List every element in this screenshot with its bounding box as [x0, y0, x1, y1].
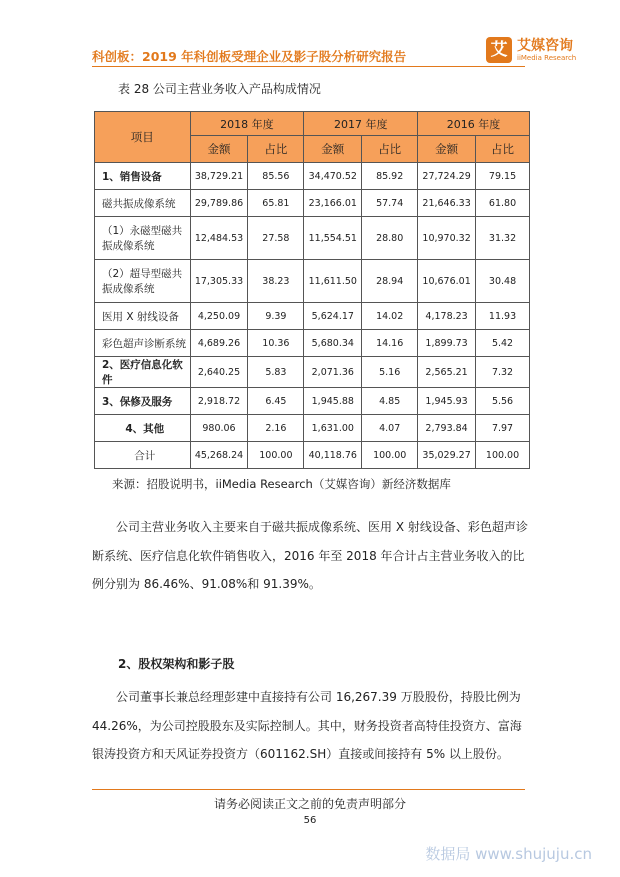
cell-value: 2,565.21 [418, 357, 476, 388]
cell-value: 21,646.33 [418, 190, 476, 217]
cell-value: 100.00 [362, 442, 418, 469]
cell-value: 4,250.09 [190, 303, 248, 330]
cell-value: 27,724.29 [418, 163, 476, 190]
cell-value: 34,470.52 [304, 163, 362, 190]
cell-value: 2,918.72 [190, 388, 248, 415]
cell-value: 61.80 [476, 190, 530, 217]
table-row [95, 388, 530, 415]
cell-value: 2,640.25 [190, 357, 248, 388]
cell-value: 11,611.50 [304, 260, 362, 303]
cell-value: 100.00 [248, 442, 304, 469]
cell-value: 5,680.34 [304, 330, 362, 357]
cell-value: 35,029.27 [418, 442, 476, 469]
report-header-title: 科创板：2019 年科创板受理企业及影子股分析研究报告 [92, 49, 407, 64]
table-row [95, 357, 530, 388]
cell-value: 11.93 [476, 303, 530, 330]
header-amount: 金额 [418, 136, 476, 163]
header-share: 占比 [476, 136, 530, 163]
footer-divider [92, 789, 525, 790]
cell-value: 57.74 [362, 190, 418, 217]
cell-value: 1,899.73 [418, 330, 476, 357]
table-row [95, 217, 530, 260]
table-row [95, 260, 530, 303]
cell-value: 45,268.24 [190, 442, 248, 469]
cell-value: 85.56 [248, 163, 304, 190]
cell-value: 85.92 [362, 163, 418, 190]
cell-value: 2,793.84 [418, 415, 476, 442]
cell-value: 23,166.01 [304, 190, 362, 217]
cell-value: 14.16 [362, 330, 418, 357]
row-label: 1、销售设备 [95, 163, 191, 190]
header-item: 项目 [95, 112, 191, 163]
revenue-composition-table [94, 111, 530, 469]
cell-value: 9.39 [248, 303, 304, 330]
logo-cn-text: 艾媒咨询 [517, 37, 573, 54]
header-amount: 金额 [190, 136, 248, 163]
cell-value: 38.23 [248, 260, 304, 303]
cell-value: 1,945.88 [304, 388, 362, 415]
cell-value: 28.80 [362, 217, 418, 260]
page-number: 56 [303, 815, 317, 826]
paragraph-revenue-summary: 公司主营业务收入主要来自于磁共振成像系统、医用 X 射线设备、彩色超声诊断系统、医疗信息化软件销售收入，2016 年至 2018 年合计占主营业务收入的比例分别为 86.46%、91.08%和 91.39%。 [92, 520, 528, 591]
cell-value: 17,305.33 [190, 260, 248, 303]
table-row-total [95, 442, 530, 469]
cell-value: 2,071.36 [304, 357, 362, 388]
cell-value: 2.16 [248, 415, 304, 442]
cell-value: 12,484.53 [190, 217, 248, 260]
cell-value: 10,676.01 [418, 260, 476, 303]
row-label: 磁共振成像系统 [95, 190, 191, 217]
cell-value: 4.85 [362, 388, 418, 415]
header-divider [92, 66, 525, 67]
table-row [95, 330, 530, 357]
header-year-2017: 2017 年度 [304, 112, 418, 136]
cell-value: 4,178.23 [418, 303, 476, 330]
cell-value: 27.58 [248, 217, 304, 260]
cell-value: 5.83 [248, 357, 304, 388]
row-label: 医用 X 射线设备 [95, 303, 191, 330]
cell-value: 10.36 [248, 330, 304, 357]
cell-value: 4.07 [362, 415, 418, 442]
cell-value: 14.02 [362, 303, 418, 330]
paragraph-shareholding: 公司董事长兼总经理彭建中直接持有公司 16,267.39 万股股份，持股比例为 44.26%，为公司控股股东及实际控制人。其中，财务投资者高特佳投资方、富海银涛投资方和天风证券投资方（601162.SH）直接或间接持有 5% 以上股份。 [92, 690, 522, 761]
cell-value: 28.94 [362, 260, 418, 303]
cell-value: 10,970.32 [418, 217, 476, 260]
table-row [95, 415, 530, 442]
cell-value: 6.45 [248, 388, 304, 415]
cell-value: 5,624.17 [304, 303, 362, 330]
row-label: （1）永磁型磁共振成像系统 [95, 217, 191, 260]
cell-value: 31.32 [476, 217, 530, 260]
cell-value: 100.00 [476, 442, 530, 469]
cell-value: 980.06 [190, 415, 248, 442]
disclaimer-note: 请务必阅读正文之前的免责声明部分 [213, 797, 406, 811]
row-label: 合计 [95, 442, 191, 469]
cell-value: 40,118.76 [304, 442, 362, 469]
table-row [95, 163, 530, 190]
logo-en-text: iiMedia Research [517, 53, 577, 62]
cell-value: 1,631.00 [304, 415, 362, 442]
table-row [95, 303, 530, 330]
cell-value: 79.15 [476, 163, 530, 190]
table-caption: 表 28 公司主营业务收入产品构成情况 [118, 82, 321, 96]
logo-mark-icon: 艾 [486, 37, 512, 63]
row-label: 彩色超声诊断系统 [95, 330, 191, 357]
header-year-2018: 2018 年度 [190, 112, 304, 136]
cell-value: 5.42 [476, 330, 530, 357]
cell-value: 11,554.51 [304, 217, 362, 260]
cell-value: 38,729.21 [190, 163, 248, 190]
header-amount: 金额 [304, 136, 362, 163]
cell-value: 30.48 [476, 260, 530, 303]
header-year-2016: 2016 年度 [418, 112, 530, 136]
header-share: 占比 [362, 136, 418, 163]
cell-value: 7.97 [476, 415, 530, 442]
cell-value: 5.56 [476, 388, 530, 415]
row-label: 3、保修及服务 [95, 388, 191, 415]
iimedia-logo [486, 37, 576, 63]
cell-value: 4,689.26 [190, 330, 248, 357]
table-source-note: 来源：招股说明书，iiMedia Research（艾媒咨询）新经济数据库 [112, 477, 451, 491]
table-row [95, 190, 530, 217]
cell-value: 29,789.86 [190, 190, 248, 217]
cell-value: 65.81 [248, 190, 304, 217]
row-label: 4、其他 [95, 415, 191, 442]
row-label: （2）超导型磁共振成像系统 [95, 260, 191, 303]
section-heading: 2、股权架构和影子股 [118, 657, 235, 671]
cell-value: 1,945.93 [418, 388, 476, 415]
table-header-row-years [95, 112, 530, 136]
watermark: 数据局 www.shujuju.cn [425, 845, 592, 863]
header-share: 占比 [248, 136, 304, 163]
cell-value: 5.16 [362, 357, 418, 388]
cell-value: 7.32 [476, 357, 530, 388]
row-label: 2、医疗信息化软件 [95, 357, 191, 388]
logo-text [517, 38, 576, 63]
